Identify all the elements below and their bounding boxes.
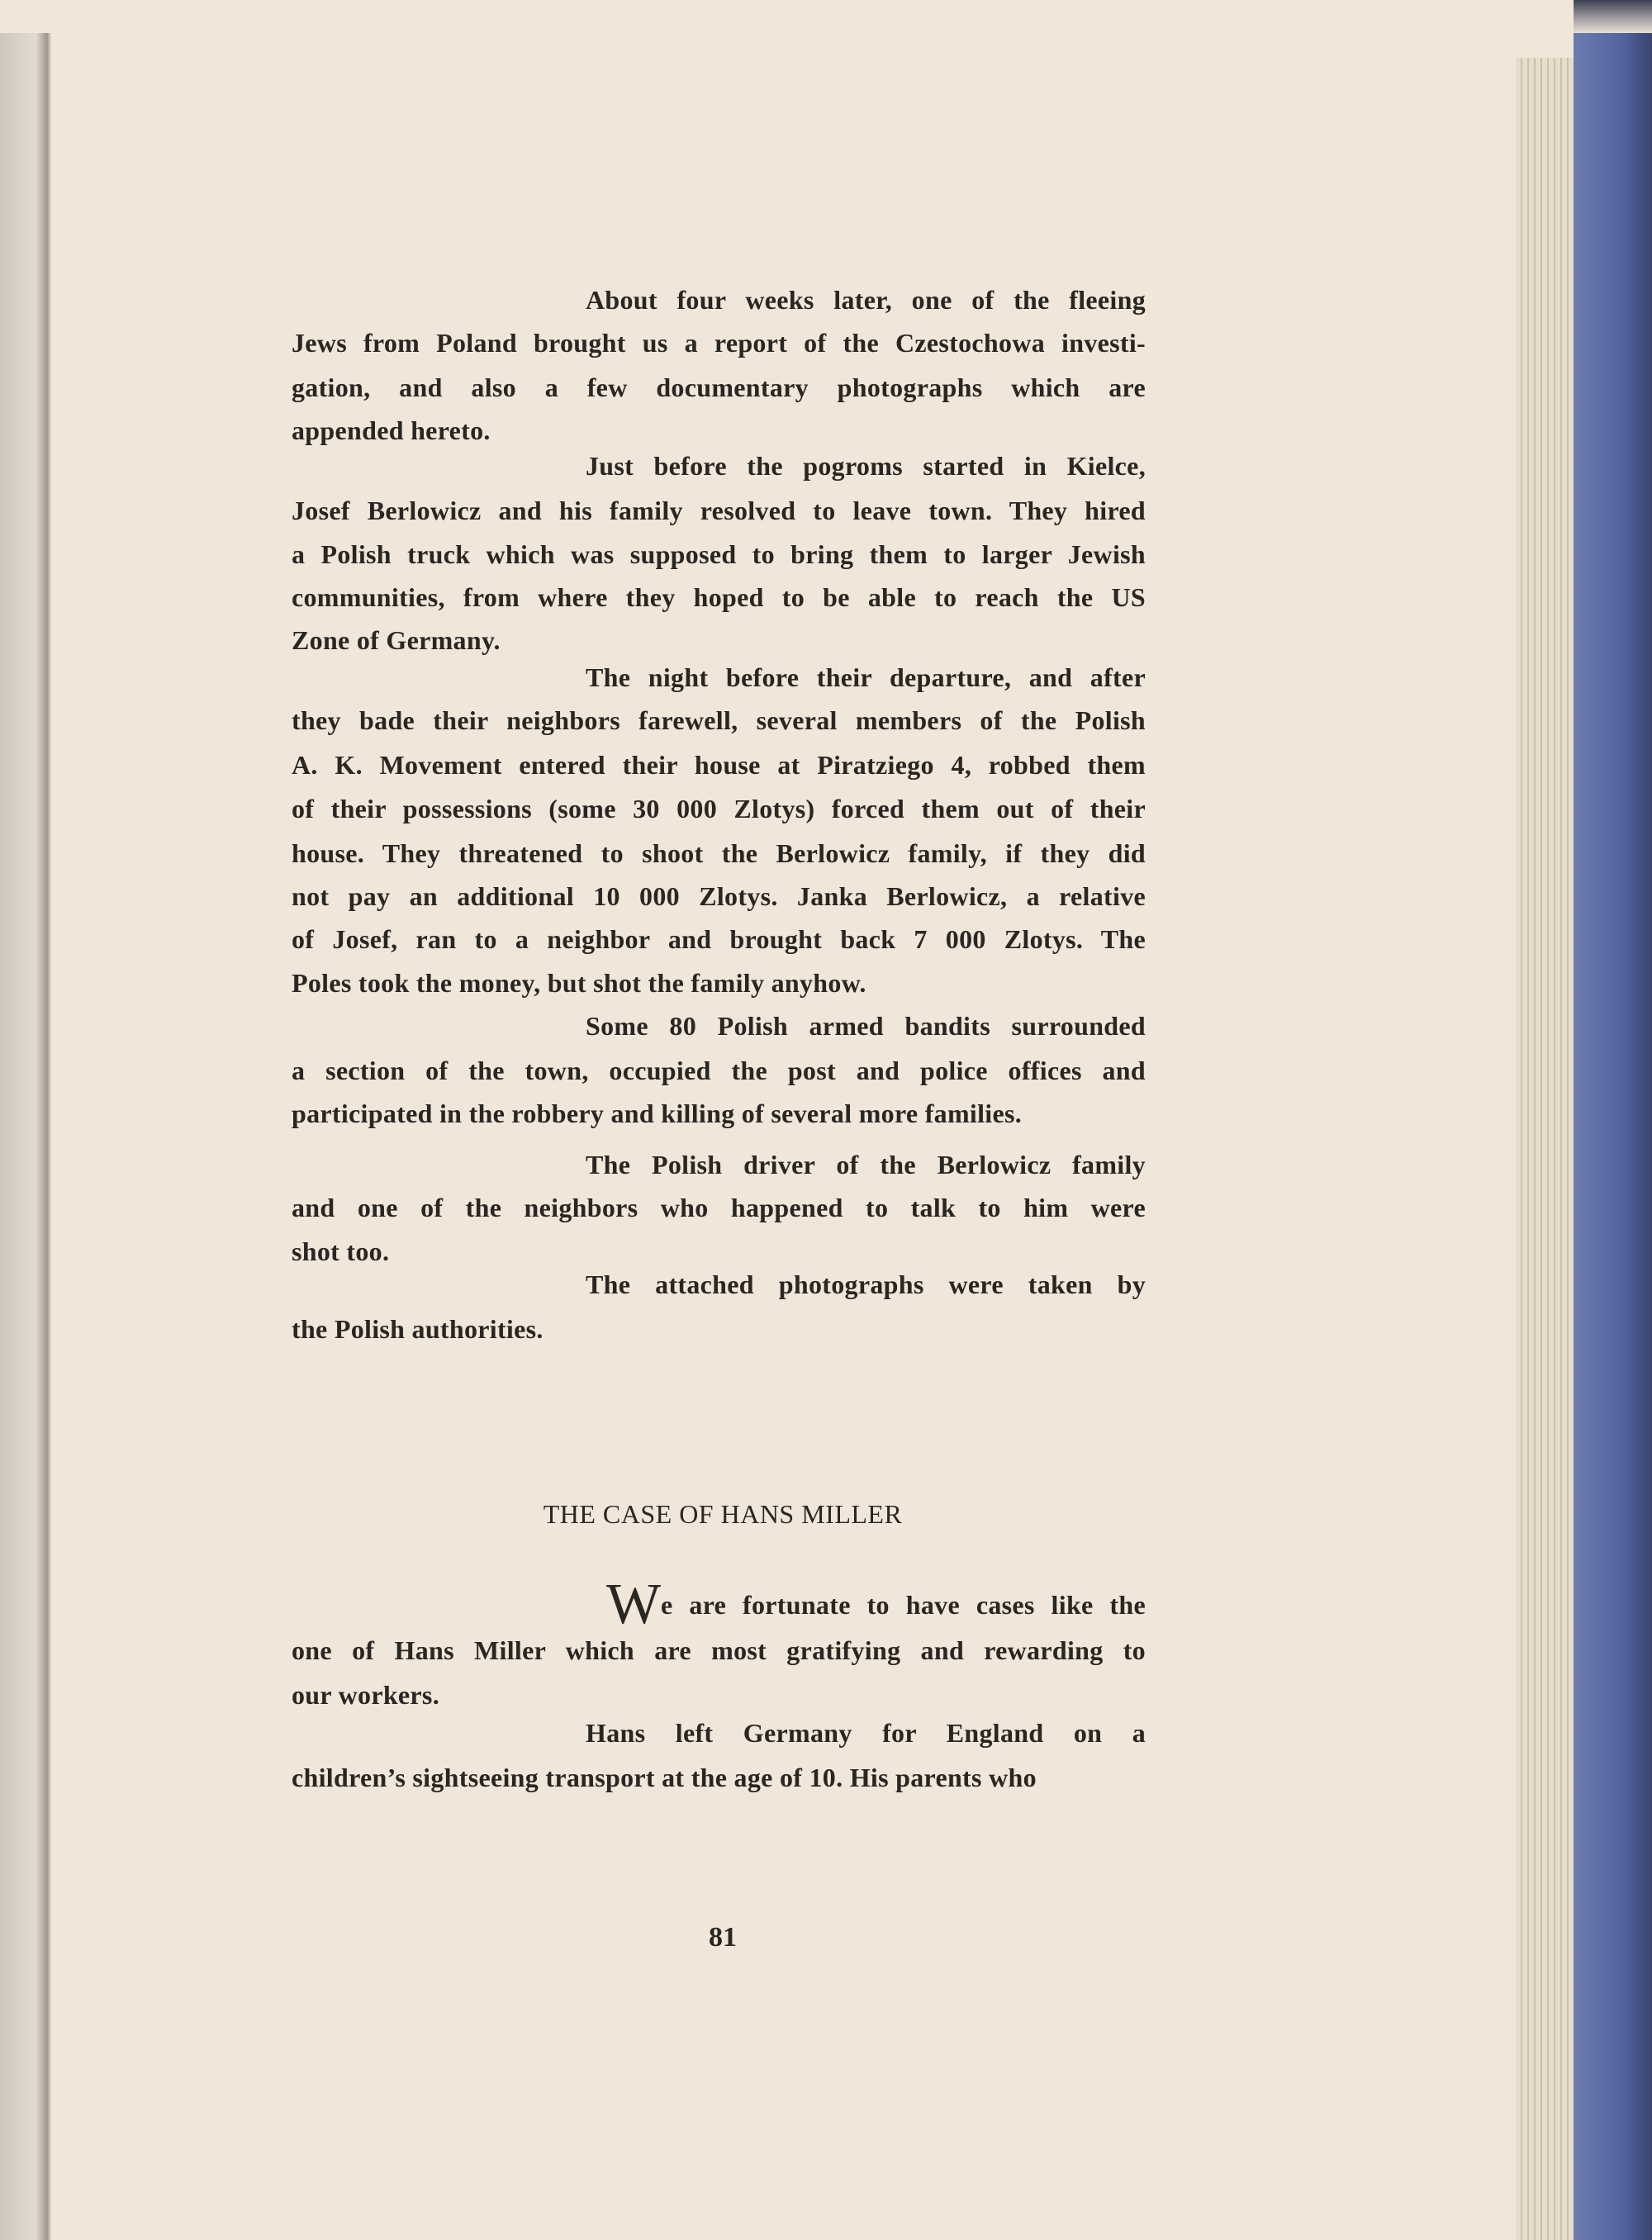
section-heading: THE CASE OF HANS MILLER: [543, 1499, 903, 1529]
text-line: Zone of Germany.: [292, 625, 501, 655]
text-line: Jews from Poland brought us a report of the Czestochowa investi-: [292, 328, 1146, 358]
page-edges: [1516, 58, 1574, 2240]
text-line: Hans left Germany for England on a: [586, 1718, 1146, 1748]
text-line: not pay an additional 10 000 Zlotys. Janka Berlowicz, a relative: [292, 881, 1146, 911]
text-line: our workers.: [292, 1680, 439, 1710]
text-line: Just before the pogroms started in Kielce,: [586, 451, 1146, 481]
text-line: one of Hans Miller which are most gratifying and rewarding to: [292, 1635, 1146, 1665]
book-cover-cloth: [1574, 33, 1652, 2240]
text-line: Josef Berlowicz and his family resolved to leave town. They hired: [292, 496, 1146, 525]
text-line: About four weeks later, one of the fleeing: [586, 285, 1146, 315]
text-line: of their possessions (some 30 000 Zlotys) forced them out of their: [292, 794, 1146, 823]
text-line: children’s sightseeing transport at the age of 10. His parents who: [292, 1763, 1037, 1792]
page-gutter: [0, 33, 51, 2240]
text-line: and one of the neighbors who happened to talk to him were: [292, 1193, 1146, 1222]
text-line: The Polish driver of the Berlowicz family: [586, 1150, 1146, 1179]
text-line: the Polish authorities.: [292, 1314, 544, 1344]
text-line: participated in the robbery and killing of several more families.: [292, 1099, 1023, 1128]
text-line: A. K. Movement entered their house at Piratziego 4, robbed them: [292, 750, 1146, 780]
text-line: The attached photographs were taken by: [586, 1269, 1146, 1299]
page-number: 81: [709, 1922, 737, 1953]
text-line: gation, and also a few documentary photographs which are: [292, 373, 1146, 402]
text-line: Some 80 Polish armed bandits surrounded: [586, 1011, 1146, 1041]
text-line: a section of the town, occupied the post and police offices and: [292, 1056, 1146, 1085]
text-line: a Polish truck which was supposed to bring them to larger Jewish: [292, 539, 1146, 569]
text-line: appended hereto.: [292, 415, 491, 445]
drop-cap: W: [606, 1573, 662, 1636]
text-line: The night before their departure, and after: [586, 662, 1146, 692]
text-line: Poles took the money, but shot the family anyhow.: [292, 968, 866, 998]
text-line: house. They threatened to shoot the Berlowicz family, if they did: [292, 838, 1146, 868]
text-line: communities, from where they hoped to be able to reach the US: [292, 582, 1146, 612]
text-line: they bade their neighbors farewell, several members of the Polish: [292, 705, 1146, 735]
text-line: shot too.: [292, 1236, 390, 1266]
text-line: of Josef, ran to a neighbor and brought back 7 000 Zlotys. The: [292, 924, 1146, 954]
text-line: e are fortunate to have cases like the: [661, 1590, 1146, 1620]
